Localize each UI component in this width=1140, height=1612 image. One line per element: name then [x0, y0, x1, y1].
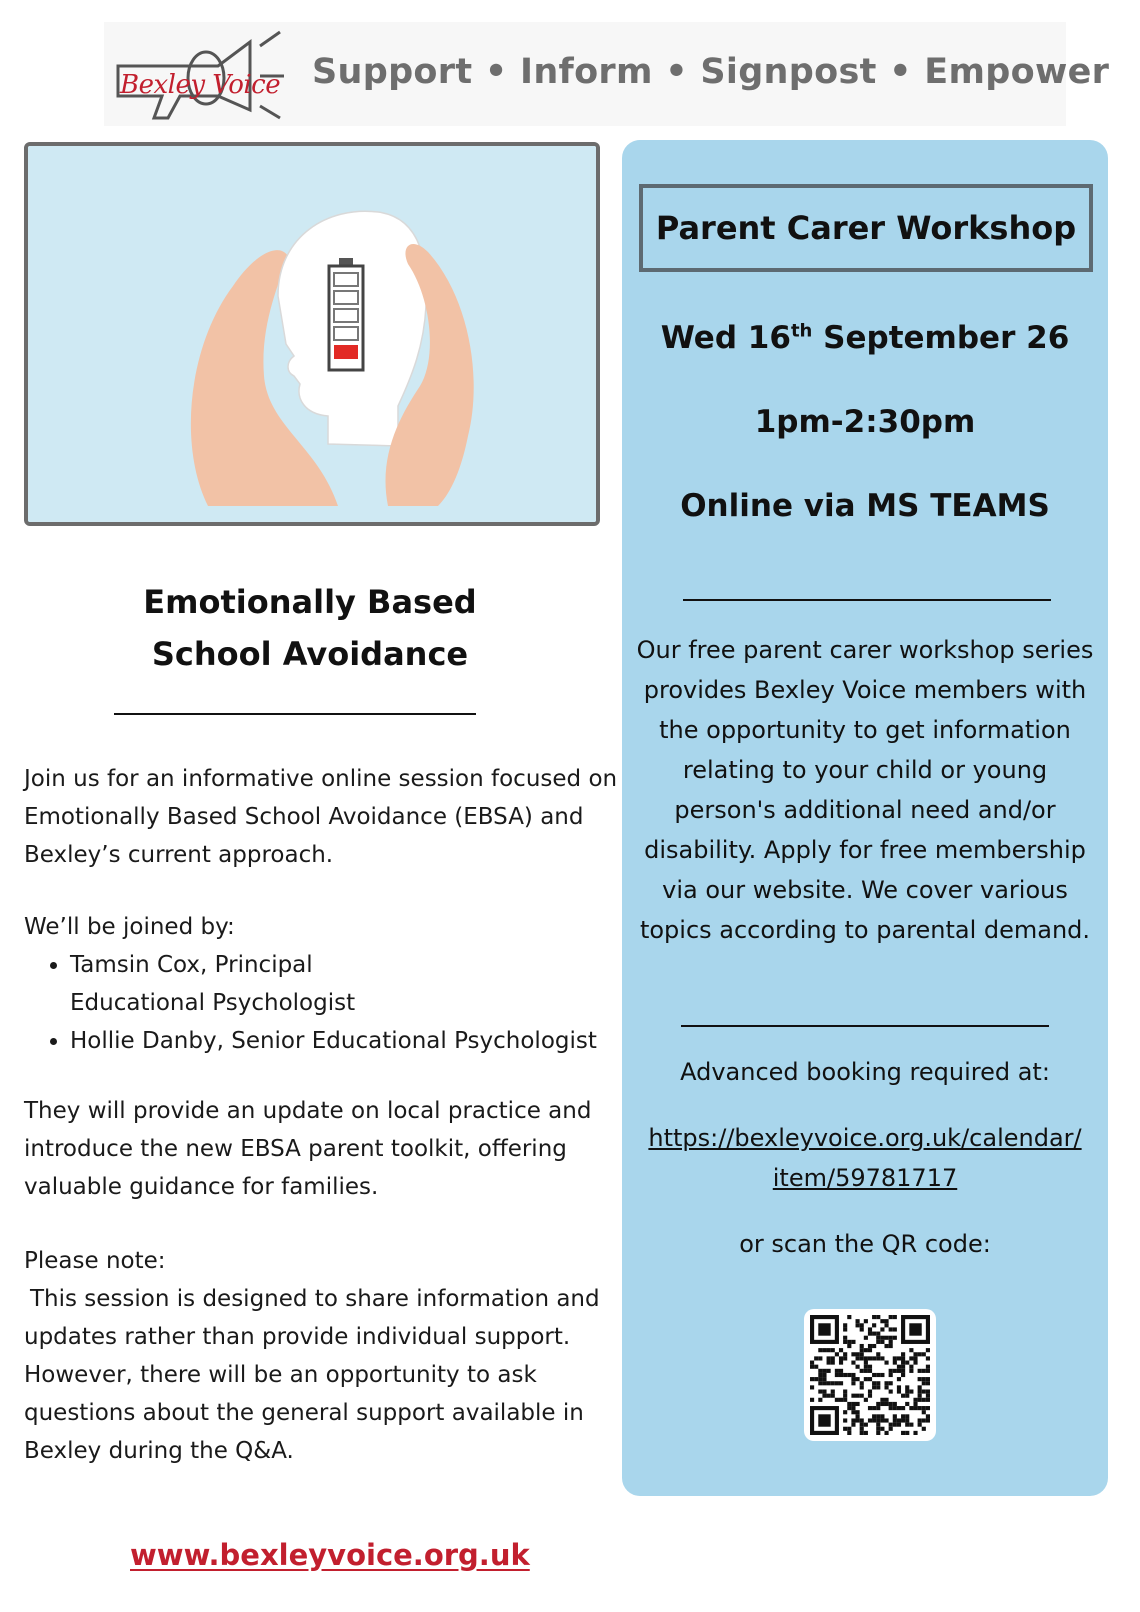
- booking-url-line1: https://bexleyvoice.org.uk/calendar/: [648, 1124, 1082, 1152]
- divider: [114, 713, 476, 715]
- panel-description: Our free parent carer workshop series provides Bexley Voice members with the opportunity to get information relating to your child or young person's additional need and/or disability. Apply for free membership via our website. We cover various topics according to parental demand.: [636, 636, 1094, 944]
- qr-code[interactable]: [804, 1309, 936, 1441]
- date-suffix: th: [790, 320, 813, 342]
- note-section: [24, 1242, 624, 1470]
- session-title: [60, 576, 560, 680]
- title-line-1: Emotionally Based: [143, 583, 477, 621]
- note-heading: Please note:: [24, 1248, 166, 1274]
- tagline: Support • Inform • Signpost • Empower: [312, 52, 1110, 92]
- header-banner: [104, 22, 1110, 126]
- speaker-item: • Hollie Danby, Senior Educational Psychologist: [70, 1022, 624, 1060]
- event-time: 1pm-2:30pm: [754, 404, 976, 440]
- head-battery-illustration: [28, 146, 596, 522]
- speaker-item: • Tamsin Cox, Principal Educational Psychologist: [70, 946, 624, 1022]
- joined-by-label: We’ll be joined by:: [24, 914, 235, 940]
- event-title-box: Parent Carer Workshop: [639, 184, 1093, 272]
- booking-link[interactable]: [648, 1124, 1081, 1192]
- intro-paragraph: Join us for an informative online session focused on Emotionally Based School Avoidance (EBSA) and Bexley’s current approach.: [24, 766, 618, 868]
- update-paragraph: They will provide an update on local practice and introduce the new EBSA parent toolkit, offering valuable guidance for families.: [24, 1098, 592, 1200]
- hero-image: [24, 142, 600, 526]
- panel-divider: [681, 1025, 1049, 1027]
- event-date: [622, 320, 1108, 356]
- panel-divider: [683, 599, 1051, 601]
- qr-code-icon: [810, 1315, 930, 1435]
- event-location: Online via MS TEAMS: [680, 488, 1050, 524]
- title-line-2: School Avoidance: [151, 635, 469, 673]
- speakers-section: [24, 908, 624, 1060]
- speaker-list: [24, 946, 624, 1060]
- booking-label: Advanced booking required at:: [680, 1058, 1050, 1086]
- bexley-voice-logo: [110, 26, 290, 122]
- booking-url: [622, 1118, 1108, 1198]
- qr-prompt: or scan the QR code:: [739, 1230, 991, 1258]
- date-rest: September 26: [812, 320, 1070, 356]
- logo-text: Bexley Voice: [120, 70, 281, 100]
- date-day: Wed 16: [660, 320, 791, 356]
- website-link[interactable]: www.bexleyvoice.org.uk: [130, 1538, 530, 1572]
- booking-url-line2: item/59781717: [772, 1164, 958, 1192]
- note-body: This session is designed to share information and updates rather than provide individual support. However, there will be an opportunity to ask questions about the general support available in Bexley during the Q&A.: [24, 1286, 600, 1464]
